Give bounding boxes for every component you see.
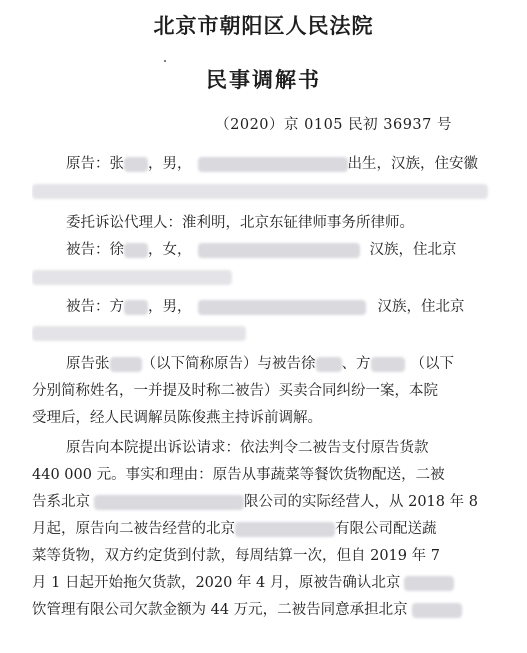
para2-text-4a: 月起，原告向二被告经营的北京 <box>32 521 235 537</box>
redacted-name-2 <box>316 357 342 372</box>
para1-line1 <box>32 353 494 375</box>
defendant1-line <box>32 239 494 261</box>
defendant1-gender: ，女， <box>148 242 192 258</box>
para2-text-3a: 告系北京 <box>32 494 90 510</box>
para2-text-6a: 月 1 日起开始拖欠货款，2020 年 4 月，原被告确认北京 <box>32 575 401 591</box>
redacted-defendant1-name <box>124 243 148 258</box>
document-type-heading: 民事调解书 <box>206 67 321 92</box>
plaintiff-address-line <box>32 180 494 202</box>
para2-line2: 440 000 元。事实和理由：原告从事蔬菜等餐饮货物配送，二被 <box>32 467 445 483</box>
para2-line1 <box>32 437 494 459</box>
redacted-defendant2-name <box>124 300 148 315</box>
para2-text-3b: 限公司的实际经营人，从 2018 年 8 <box>244 494 478 510</box>
defendant1-name-prefix: 徐 <box>109 242 124 258</box>
redacted-defendant2-birth <box>198 300 366 315</box>
para2-line7 <box>32 599 494 621</box>
para2-text-7a: 饮管理有限公司欠款金额为 44 万元，二被告同意承担北京 <box>32 602 408 618</box>
para2-line3 <box>32 491 494 513</box>
plaintiff-label: 原告： <box>66 156 110 172</box>
redacted-plaintiff-name <box>124 157 148 172</box>
redacted-company-1 <box>94 495 244 510</box>
para1-text-a: 原告张 <box>66 356 110 372</box>
para1-text-d: （以下 <box>410 356 454 372</box>
redacted-company-4 <box>412 603 462 618</box>
para1-line3: 受理后，经人民调解员陈俊燕主持诉前调解。 <box>32 410 322 426</box>
redacted-name-3 <box>371 357 405 372</box>
scan-speck <box>164 60 166 62</box>
defendant2-line <box>32 296 494 318</box>
defendant1-suffix: 汉族，住北京 <box>369 242 457 258</box>
para2-line4 <box>32 518 494 540</box>
agent-line <box>32 212 494 234</box>
defendant2-name-prefix: 方 <box>109 299 124 315</box>
redacted-defendant1-address <box>32 270 232 285</box>
para1-text-c: 、方 <box>341 356 371 372</box>
plaintiff-birth-suffix: 出生，汉族，住安徽 <box>347 156 478 172</box>
case-number: （2020）京 0105 民初 36937 号 <box>215 117 452 133</box>
redacted-plaintiff-address <box>32 184 488 199</box>
court-name-heading: 北京市朝阳区人民法院 <box>153 13 374 38</box>
defendant2-label: 被告： <box>66 299 110 315</box>
para2-line6 <box>32 572 494 594</box>
redacted-company-3 <box>404 576 454 591</box>
plaintiff-gender: ，男， <box>148 156 192 172</box>
para2-text-4b: 有限公司配送蔬 <box>335 521 437 537</box>
agent-text: 委托诉讼代理人：淮利明，北京东钲律师事务所律师。 <box>66 215 414 231</box>
para1-text-b: （以下简称原告）与被告徐 <box>141 356 316 372</box>
redacted-name-1 <box>110 357 142 372</box>
para2-line5: 菜等货物，双方约定货到付款，每周结算一次，但自 2019 年 7 <box>32 548 440 564</box>
plaintiff-name-prefix: 张 <box>109 156 124 172</box>
plaintiff-line <box>32 153 494 175</box>
para2-text-1: 原告向本院提出诉讼请求：依法判令二被告支付原告货款 <box>66 440 429 456</box>
defendant1-address-line <box>32 266 494 288</box>
defendant2-address-line <box>32 322 494 344</box>
defendant2-gender: ，男， <box>148 299 192 315</box>
redacted-company-2 <box>235 522 335 537</box>
defendant1-label: 被告： <box>66 242 110 258</box>
defendant2-suffix: 汉族，住北京 <box>377 299 465 315</box>
redacted-defendant2-address <box>32 326 246 341</box>
redacted-birth-date <box>198 157 348 172</box>
para1-line2: 分别简称姓名，一并提及时称二被告）买卖合同纠纷一案，本院 <box>32 383 438 399</box>
redacted-defendant1-birth <box>198 243 360 258</box>
